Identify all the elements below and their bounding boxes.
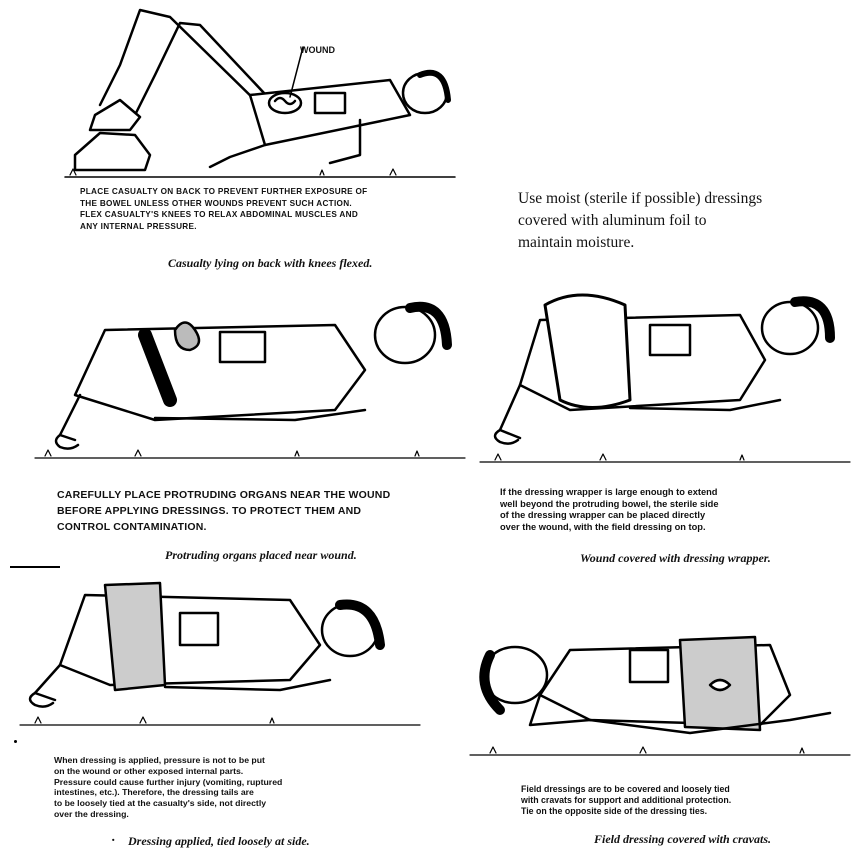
moist-dressing-note: Use moist (sterile if possible) dressings covered with aluminum foil to maintain moisture. — [518, 190, 763, 251]
panel5-caption: Field dressing covered with cravats. — [594, 832, 771, 846]
panel5-instructions: Field dressings are to be covered and loosely tied with cravats for support and additional protection. Tie on the opposite side of the dressing ties. — [521, 784, 732, 817]
panel1-instructions: PLACE CASUALTY ON BACK TO PREVENT FURTHER EXPOSURE OF THE BOWEL UNLESS OTHER WOUNDS PREVENT SUCH ACTION. FLEX CASUALTY'S KNEES TO RELAX ABDOMINAL MUSCLES AND ANY INTERNAL PRESSURE. — [80, 187, 368, 231]
panel4-caption-bullet: . — [112, 830, 116, 845]
divider — [10, 566, 60, 568]
stray-dot — [14, 740, 17, 743]
wound-label: WOUND — [300, 45, 335, 55]
panel3-caption: Wound covered with dressing wrapper. — [580, 551, 771, 565]
cravats-illustration — [470, 615, 850, 765]
panel4-instructions: When dressing is applied, pressure is not to be put on the wound or other exposed internal parts. Pressure could cause further injury (vomiting, ruptured intestines, etc.). Therefore, the dressing tails are to be loosely tied at the casualty's side, not directly over the dressing. — [54, 755, 283, 819]
panel4-caption: Dressing applied, tied loosely at side. — [128, 834, 310, 848]
dressing-applied-illustration — [20, 575, 420, 735]
panel1-caption: Casualty lying on back with knees flexed. — [168, 256, 373, 270]
protruding-organs-illustration — [35, 290, 465, 470]
panel2-caption: Protruding organs placed near wound. — [165, 548, 357, 562]
panel2-instructions: CAREFULLY PLACE PROTRUDING ORGANS NEAR THE WOUND BEFORE APPLYING DRESSINGS. TO PROTECT THEM AND CONTROL CONTAMINATION. — [57, 489, 391, 533]
casualty-knees-flexed-illustration — [60, 5, 460, 185]
dressing-wrapper-illustration — [480, 290, 850, 470]
panel3-instructions: If the dressing wrapper is large enough to extend well beyond the protruding bowel, the sterile side of the dressing wrapper can be placed directly over the wound, with the field dressing on top. — [500, 487, 719, 532]
